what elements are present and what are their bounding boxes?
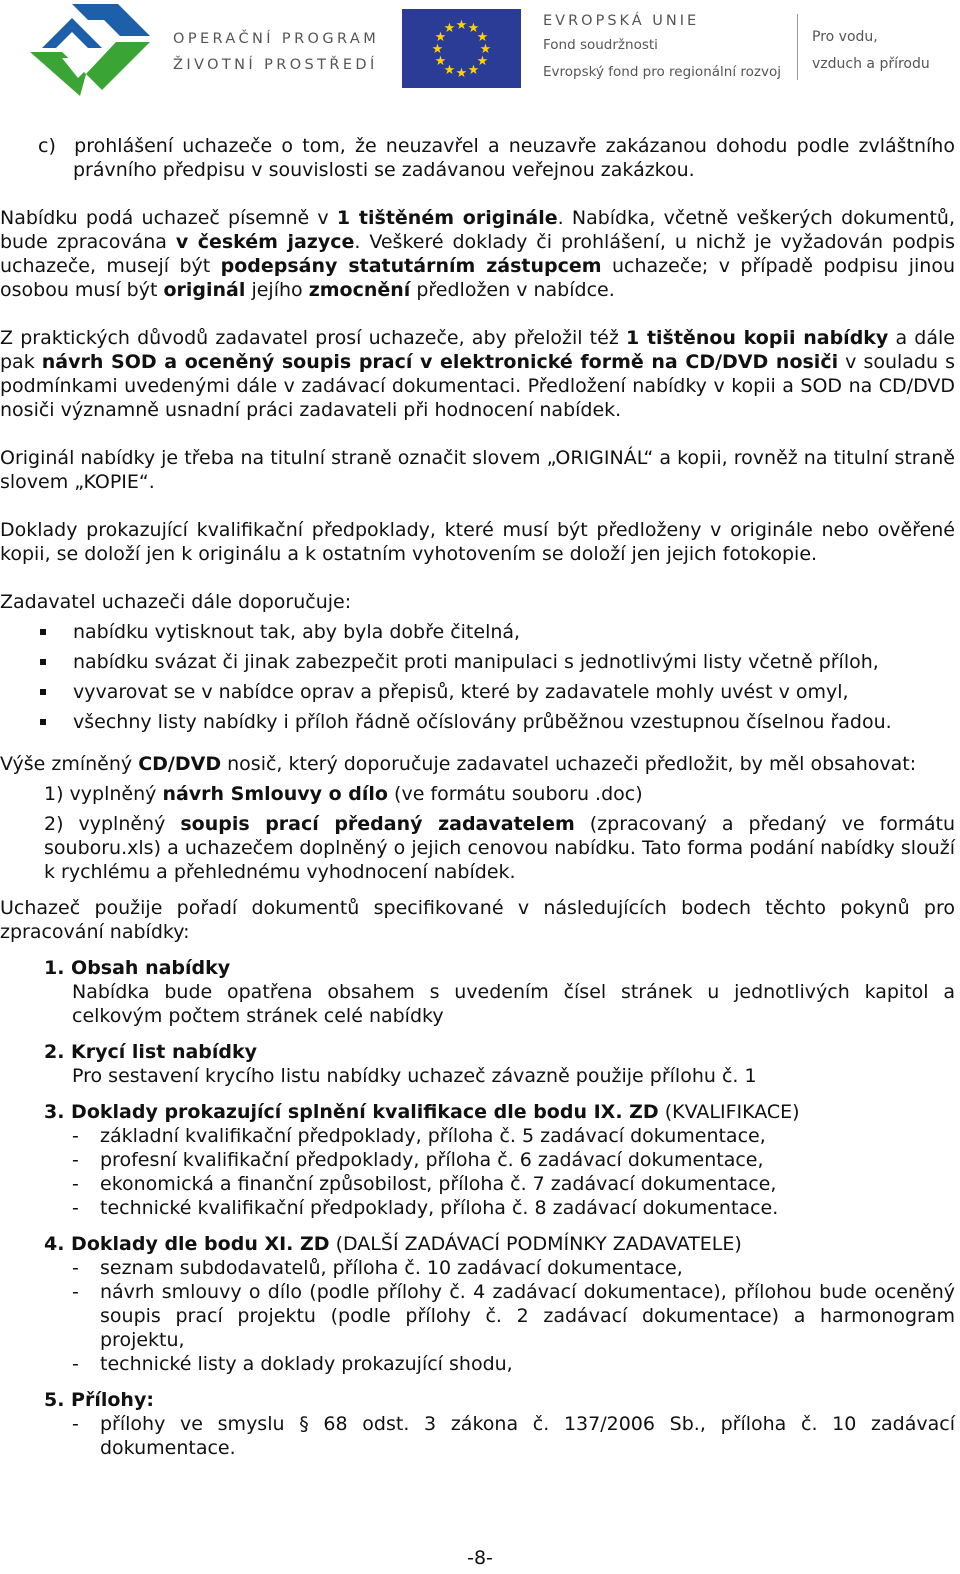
- text-run: Nabídku podá uchazeč písemně v: [0, 207, 337, 229]
- section-1: [0, 956, 955, 1028]
- eu-text: [543, 10, 781, 86]
- list-item: - technické kvalifikační předpoklady, příloha č. 8 zadávací dokumentace.: [44, 1196, 955, 1220]
- svg-text:★: ★: [476, 30, 489, 45]
- eu-fund-2: Evropský fond pro regionální rozvoj: [543, 64, 781, 80]
- svg-text:★: ★: [443, 21, 456, 36]
- text-run: (zpracovaný a předaný ve formátu souboru.xls) a uchazečem doplněný o jejich cenovou nabídku. Tato forma podání nabídky slouží k rychlému a přehlednému vyhodnocení nabídek.: [44, 813, 955, 883]
- paragraph-original-marking: Originál nabídky je třeba na titulní straně označit slovem „ORIGINÁL“ a kopii, rovněž na titulní straně slovem „KOPIE“.: [0, 447, 955, 493]
- text-run: 2) vyplněný: [44, 813, 181, 835]
- slogan-line-2: vzduch a přírodu: [812, 56, 930, 72]
- text-run: jejího: [245, 279, 309, 301]
- slogan: [812, 24, 930, 78]
- cd-item-2: [0, 812, 955, 884]
- text-run: a dále pak: [0, 327, 955, 373]
- text-run: 1) vyplněný: [44, 783, 163, 805]
- section-4: [0, 1232, 955, 1376]
- text-run: předložen v nabídce.: [410, 279, 615, 301]
- section-3: [0, 1100, 955, 1220]
- bold-run: soupis prací předaný zadavatelem: [180, 813, 575, 835]
- bold-run: návrh Smlouvy o dílo: [162, 783, 388, 805]
- bold-run: 1 tištěném originále: [336, 207, 558, 229]
- section-1-title: 1. Obsah nabídky: [44, 957, 231, 979]
- text-run: Výše zmíněný: [0, 753, 139, 775]
- item-c-text: prohlášení uchazeče o tom, že neuzavřel a neuzavře zakázanou dohodu podle zvláštního právního předpisu v souvislosti se zadávanou veřejnou zakázkou.: [73, 135, 955, 181]
- bold-run: v českém jazyce: [175, 231, 355, 253]
- eu-flag-icon: [402, 9, 521, 88]
- svg-text:★: ★: [434, 30, 447, 45]
- text-run: nosič, který doporučuje zadavatel uchazeči předložit, by měl obsahovat:: [221, 753, 917, 775]
- list-item: - seznam subdodavatelů, příloha č. 10 zadávací dokumentace,: [44, 1256, 955, 1280]
- op-zp-name: [173, 26, 379, 78]
- bold-run: návrh SOD a oceněný soupis prací v elektronické formě na CD/DVD nosiči: [41, 351, 839, 373]
- paragraph-cd-dvd: [0, 752, 955, 776]
- svg-text:★: ★: [431, 42, 444, 57]
- section-4-suffix: (DALŠÍ ZADÁVACÍ PODMÍNKY ZADAVATELE): [329, 1233, 742, 1255]
- op-zp-logo: [28, 2, 152, 98]
- text-run: Z praktických důvodů zadavatel prosí uchazeče, aby přeložil též: [0, 327, 626, 349]
- slogan-line-1: Pro vodu,: [812, 29, 878, 45]
- svg-text:★: ★: [455, 66, 468, 81]
- list-item: nabídku svázat či jinak zabezpečit proti manipulaci s jednotlivými listy včetně příloh,: [0, 650, 955, 674]
- section-2-title: 2. Krycí list nabídky: [44, 1041, 258, 1063]
- section-2-body: Pro sestavení krycího listu nabídky uchazeč závazně použije přílohu č. 1: [72, 1065, 757, 1087]
- section-3-heading: [44, 1100, 955, 1124]
- list-item: - profesní kvalifikační předpoklady, příloha č. 6 zadávací dokumentace,: [44, 1148, 955, 1172]
- section-5: [0, 1388, 955, 1460]
- text-run: uchazeče; v případě podpisu jinou osobou musí být: [0, 255, 955, 301]
- section-5-title: 5. Přílohy:: [44, 1389, 154, 1411]
- page-header: [0, 0, 960, 100]
- paragraph-offer-format: [0, 206, 955, 302]
- svg-text:★: ★: [455, 18, 468, 33]
- paragraph-document-order: Uchazeč použije pořadí dokumentů specifikované v následujících bodech těchto pokynů pro zpracování nabídky:: [0, 897, 955, 943]
- page-number: -8-: [467, 1547, 493, 1569]
- svg-text:★: ★: [467, 63, 480, 78]
- list-item: vyvarovat se v nabídce oprav a přepisů, které by zadavatele mohly uvést v omyl,: [0, 680, 955, 704]
- cd-item-1: [0, 782, 955, 806]
- section-3-suffix: (KVALIFIKACE): [658, 1101, 800, 1123]
- text-run: . Nabídka, včetně veškerých dokumentů, bude zpracována: [0, 207, 955, 253]
- paragraph-recommendations: Zadavatel uchazeči dále doporučuje:: [0, 591, 352, 613]
- list-item: - přílohy ve smyslu § 68 odst. 3 zákona č. 137/2006 Sb., příloha č. 10 zadávací dokumentace.: [44, 1412, 955, 1460]
- paragraph-copy-request: [0, 326, 955, 422]
- svg-text:★: ★: [443, 63, 456, 78]
- recommendation-list: [0, 620, 955, 734]
- svg-text:★: ★: [479, 42, 492, 57]
- section-4-title: 4. Doklady dle bodu XI. ZD: [44, 1233, 330, 1255]
- list-item: nabídku vytisknout tak, aby byla dobře čitelná,: [0, 620, 955, 644]
- bold-run: CD/DVD: [138, 753, 222, 775]
- svg-text:★: ★: [476, 54, 489, 69]
- list-item: - návrh smlouvy o dílo (podle přílohy č. 4 zadávací dokumentace), přílohou bude oceněný soupis prací projektu (podle přílohy č. 2 zadávací dokumentace) a harmonogram projektu,: [44, 1280, 955, 1352]
- item-c-label: c): [38, 135, 56, 157]
- header-divider: [797, 14, 798, 80]
- paragraph-qualification-docs: Doklady prokazující kvalifikační předpoklady, které musí být předloženy v originále nebo ověřené kopii, se doloží jen k originálu a k ostatním vyhotovením se doloží jen jejich fotokopie.: [0, 519, 955, 565]
- bold-run: zmocnění: [308, 279, 411, 301]
- eu-fund-1: Fond soudržnosti: [543, 37, 658, 53]
- bold-run: podepsány statutárním zástupcem: [220, 255, 602, 277]
- document-body: [0, 134, 955, 1460]
- op-line-1: OPERAČNÍ PROGRAM: [173, 31, 380, 47]
- bold-run: originál: [163, 279, 246, 301]
- bold-run: 1 tištěnou kopii nabídky: [625, 327, 889, 349]
- text-run: . Veškeré doklady či prohlášení, u nichž je vyžadován podpis uchazeče, musejí být: [0, 231, 955, 277]
- text-run: (ve formátu souboru .doc): [388, 783, 643, 805]
- op-line-2: ŽIVOTNÍ PROSTŘEDÍ: [173, 57, 378, 73]
- svg-text:★: ★: [434, 54, 447, 69]
- section-1-body: Nabídka bude opatřena obsahem s uvedením čísel stránek u jednotlivých kapitol a celkovým počtem stránek celé nabídky: [72, 981, 955, 1027]
- section-4-heading: [44, 1232, 955, 1256]
- list-item: všechny listy nabídky i příloh řádně očíslovány průběžnou vzestupnou číselnou řadou.: [0, 710, 955, 734]
- list-item: - technické listy a doklady prokazující shodu,: [44, 1352, 955, 1376]
- text-run: v souladu s podmínkami uvedenými dále v zadávací dokumentaci. Předložení nabídky v kopii a SOD na CD/DVD nosiči významně usnadní práci zadavateli při hodnocení nabídek.: [0, 351, 955, 421]
- section-3-title: 3. Doklady prokazující splnění kvalifikace dle bodu IX. ZD: [44, 1101, 659, 1123]
- list-item: - ekonomická a finanční způsobilost, příloha č. 7 zadávací dokumentace,: [44, 1172, 955, 1196]
- svg-text:★: ★: [467, 21, 480, 36]
- item-c: [0, 134, 955, 182]
- eu-title: EVROPSKÁ UNIE: [543, 13, 700, 29]
- section-2: [0, 1040, 955, 1088]
- list-item: - základní kvalifikační předpoklady, příloha č. 5 zadávací dokumentace,: [44, 1124, 955, 1148]
